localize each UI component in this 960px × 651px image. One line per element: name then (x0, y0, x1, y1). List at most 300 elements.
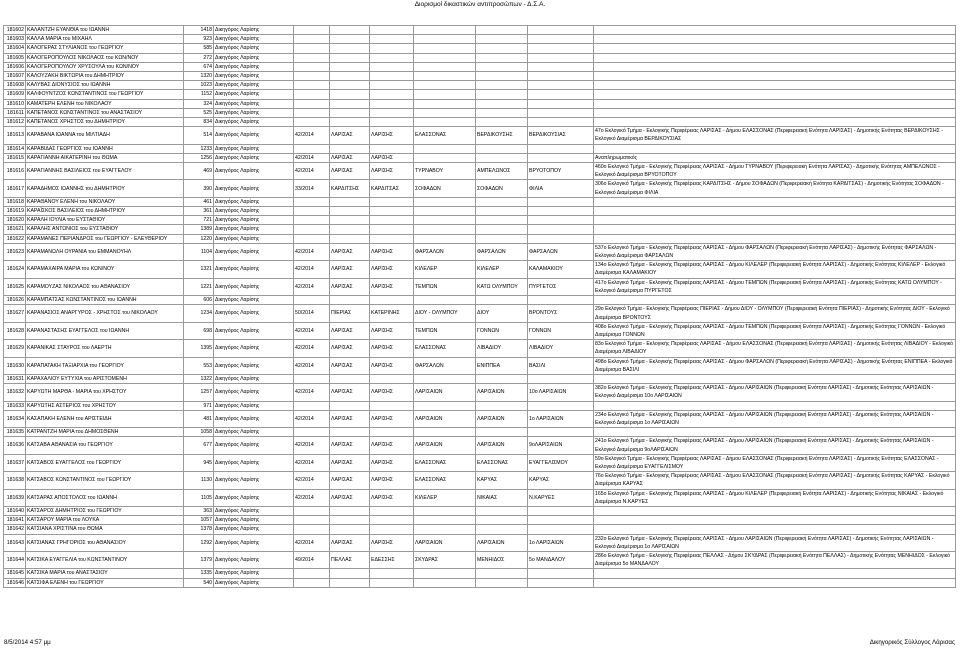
row-district (528, 374, 594, 383)
row-role: Δικηγόρος Λαρίσης (214, 243, 294, 260)
row-role: Δικηγόρος Λαρίσης (214, 127, 294, 144)
row-prefecture: ΛΑΡΙΣΗΣ (370, 243, 414, 260)
row-description (594, 35, 956, 44)
row-prefecture: ΛΑΡΙΣΗΣ (370, 384, 414, 401)
row-code: 1057 (184, 516, 214, 525)
row-region: ΛΑΡΙΣΑΣ (330, 489, 370, 506)
table-row (4, 534, 956, 551)
row-id: 181644 (4, 551, 26, 568)
table-row (4, 437, 956, 454)
row-description: Αναπληρωματικός (594, 153, 956, 162)
row-name: ΚΑΤΣΙΚΑ ΜΑΡΙΑ του ΑΝΑΣΤΑΣΙΟΥ (26, 569, 184, 578)
row-region (330, 506, 370, 515)
row-code: 1292 (184, 534, 214, 551)
row-name: ΚΑΤΣΙΑΝΑ ΧΡΙΣΤΙΝΑ του ΘΩΜΑ (26, 525, 184, 534)
row-region (330, 118, 370, 127)
row-municipality (414, 374, 476, 383)
row-prefecture: ΛΑΡΙΣΗΣ (370, 489, 414, 506)
row-name: ΚΑΛΛΑ ΜΑΡΙΑ του ΜΙΧΑΗΛ (26, 35, 184, 44)
row-period (294, 72, 330, 81)
row-prefecture (370, 35, 414, 44)
row-description: 134ο Εκλογικό Τμήμα - Εκλογικής Περιφέρειας ΛΑΡΙΣΑΣ - Δήμου ΚΙΛΕΛΕΡ (Περιφερειακή Ενότητα ΛΑΡΙΣΑΣ) - Δημοτικής Ενότητας ΚΙΛΕΛΕΡ - Εκλογικό Διαμέρισμα ΚΑΛΑΜΑΚΙΟΥ (594, 261, 956, 278)
row-code: 1234 (184, 305, 214, 322)
row-name: ΚΑΣΑΠΑΚΗ ΕΛΕΝΗ του ΑΡΙΣΤΕΙΔΗ (26, 410, 184, 427)
row-unit (476, 118, 528, 127)
row-description: 306ο Εκλογικό Τμήμα - Εκλογικής Περιφέρειας ΚΑΡΔΙΤΣΗΣ - Δήμου ΣΟΦΑΔΩΝ (Περιφερειακή Ενότητα ΚΑΡΔΙΤΣΑΣ) - Δημοτικής Ενότητας ΣΟΦΑΔΩΝ - Εκλογικό Διαμέρισμα ΦΙΛΙΑ (594, 180, 956, 197)
row-role: Δικηγόρος Λαρίσης (214, 53, 294, 62)
row-municipality (414, 44, 476, 53)
row-role: Δικηγόρος Λαρίσης (214, 489, 294, 506)
row-description (594, 578, 956, 587)
row-region: ΛΑΡΙΣΑΣ (330, 384, 370, 401)
row-role: Δικηγόρος Λαρίσης (214, 384, 294, 401)
row-code: 1130 (184, 472, 214, 489)
row-id: 181637 (4, 454, 26, 471)
row-code: 469 (184, 163, 214, 180)
row-unit (476, 207, 528, 216)
row-prefecture: ΛΑΡΙΣΗΣ (370, 340, 414, 357)
table-row (4, 384, 956, 401)
row-period: 42/2014 (294, 278, 330, 295)
row-id: 181625 (4, 278, 26, 295)
table-row (4, 340, 956, 357)
row-district: ΓΟΝΝΩΝ (528, 322, 594, 339)
row-role: Δικηγόρος Λαρίσης (214, 278, 294, 295)
row-code: 945 (184, 454, 214, 471)
row-code: 698 (184, 322, 214, 339)
row-id: 181642 (4, 525, 26, 534)
row-unit (476, 578, 528, 587)
row-unit (476, 35, 528, 44)
row-code: 1105 (184, 489, 214, 506)
table-row (4, 26, 956, 35)
page-title: Διορισμοί δικαστικών αντιπροσώπων - Δ.Σ.Α. (414, 1, 546, 8)
row-period (294, 401, 330, 410)
row-role: Δικηγόρος Λαρίσης (214, 225, 294, 234)
row-district (528, 207, 594, 216)
table-row (4, 144, 956, 153)
row-name: ΚΑΡΑΪΣΚΟΣ ΒΑΣΙΛΕΙΟΣ του ΔΗΜΗΤΡΙΟΥ (26, 207, 184, 216)
row-unit: ΚΑΤΩ ΟΛΥΜΠΟΥ (476, 278, 528, 295)
table-row (4, 261, 956, 278)
row-period (294, 516, 330, 525)
row-municipality (414, 35, 476, 44)
row-municipality (414, 153, 476, 162)
row-unit: ΕΛΑΣΣΟΝΑΣ (476, 454, 528, 471)
row-municipality (414, 296, 476, 305)
row-name: ΚΑΡΑΜΑΝΕΣ ΠΕΡΙΑΝΔΡΟΣ του ΓΕΩΡΓΙΟΥ - ΕΛΕΥΘΕΡΙΟΥ (26, 234, 184, 243)
row-role: Δικηγόρος Λαρίσης (214, 234, 294, 243)
row-period (294, 569, 330, 578)
row-municipality (414, 216, 476, 225)
row-code: 1233 (184, 144, 214, 153)
table-row (4, 234, 956, 243)
row-prefecture (370, 62, 414, 71)
row-region: ΛΑΡΙΣΑΣ (330, 454, 370, 471)
row-id: 181615 (4, 153, 26, 162)
row-region (330, 26, 370, 35)
row-region (330, 44, 370, 53)
row-description (594, 401, 956, 410)
row-district (528, 428, 594, 437)
row-district (528, 506, 594, 515)
row-name: ΚΑΤΣΙΑΝΑΣ ΓΡΗΓΟΡΙΟΣ του ΑΘΑΝΑΣΙΟΥ (26, 534, 184, 551)
row-id: 181609 (4, 90, 26, 99)
row-role: Δικηγόρος Λαρίσης (214, 35, 294, 44)
row-prefecture: ΛΑΡΙΣΗΣ (370, 127, 414, 144)
row-code: 461 (184, 197, 214, 206)
row-role: Δικηγόρος Λαρίσης (214, 401, 294, 410)
row-district: ΒΡΟΝΤΟΥΣ (528, 305, 594, 322)
row-district (528, 26, 594, 35)
row-prefecture (370, 525, 414, 534)
row-role: Δικηγόρος Λαρίσης (214, 216, 294, 225)
row-description: 498ο Εκλογικό Τμήμα - Εκλογικής Περιφέρειας ΛΑΡΙΣΑΣ - Δήμου ΦΑΡΣΑΛΩΝ (Περιφερειακή Ενότητα ΛΑΡΙΣΑΣ) - Δημοτικής Ενότητας ΕΝΙΠΠΕΑ - Εκλογικό Διαμέρισμα ΒΑΣΙΛΙ (594, 357, 956, 374)
row-id: 181614 (4, 144, 26, 153)
row-prefecture: ΛΑΡΙΣΗΣ (370, 153, 414, 162)
row-code: 674 (184, 62, 214, 71)
row-name: ΚΑΛΑΝΤΖΗ ΕΥΑΝΘΙΑ του ΙΩΑΝΝΗ (26, 26, 184, 35)
row-name: ΚΑΡΑΝΙΚΑΣ ΣΤΑΥΡΟΣ του ΛΑΕΡΤΗ (26, 340, 184, 357)
row-id: 181645 (4, 569, 26, 578)
row-region: ΛΑΡΙΣΑΣ (330, 410, 370, 427)
row-role: Δικηγόρος Λαρίσης (214, 534, 294, 551)
table-row (4, 72, 956, 81)
table-row (4, 118, 956, 127)
row-name: ΚΑΤΣΑΡΟΣ ΔΗΜΗΤΡΙΟΣ του ΓΕΩΡΓΙΟΥ (26, 506, 184, 515)
row-period (294, 428, 330, 437)
row-municipality: ΔΙΟΥ - ΟΛΥΜΠΟΥ (414, 305, 476, 322)
table-row (4, 525, 956, 534)
row-municipality: ΛΑΡΙΣΑΙΩΝ (414, 410, 476, 427)
row-role: Δικηγόρος Λαρίσης (214, 153, 294, 162)
row-region (330, 99, 370, 108)
row-name: ΚΑΛΟΓΕΡΑΣ ΣΤΥΛΙΑΝΟΣ του ΓΕΩΡΓΙΟΥ (26, 44, 184, 53)
row-period (294, 62, 330, 71)
row-municipality: ΛΑΡΙΣΑΙΩΝ (414, 437, 476, 454)
row-municipality (414, 525, 476, 534)
table-row (4, 35, 956, 44)
row-district (528, 90, 594, 99)
row-region: ΛΑΡΙΣΑΣ (330, 261, 370, 278)
row-prefecture (370, 207, 414, 216)
row-region (330, 90, 370, 99)
row-municipality: ΦΑΡΣΑΛΩΝ (414, 357, 476, 374)
row-municipality: ΤΕΜΠΩΝ (414, 278, 476, 295)
row-district: 1ο ΛΑΡΙΣΑΙΩΝ (528, 534, 594, 551)
row-period (294, 225, 330, 234)
row-district: ΚΑΡΥΑΣ (528, 472, 594, 489)
row-id: 181617 (4, 180, 26, 197)
row-name: ΚΑΤΣΙΦΑ ΕΛΕΝΗ του ΓΕΩΡΓΙΟΥ (26, 578, 184, 587)
row-prefecture (370, 44, 414, 53)
row-unit (476, 197, 528, 206)
row-period (294, 44, 330, 53)
row-role: Δικηγόρος Λαρίσης (214, 44, 294, 53)
row-period: 50/2014 (294, 305, 330, 322)
row-code: 1389 (184, 225, 214, 234)
row-name: ΚΑΡΥΩΤΗ ΜΑΡΘΑ - ΜΑΡΙΑ του ΧΡΗΣΤΟΥ (26, 384, 184, 401)
row-district (528, 569, 594, 578)
row-name: ΚΑΡΑΝΑΣΤΑΣΗΣ ΕΥΑΓΓΕΛΟΣ του ΙΩΑΝΝΗ (26, 322, 184, 339)
table-row (4, 401, 956, 410)
row-id: 181638 (4, 472, 26, 489)
row-unit (476, 516, 528, 525)
row-unit: ΛΙΒΑΔΙΟΥ (476, 340, 528, 357)
row-period: 42/2014 (294, 384, 330, 401)
row-municipality (414, 234, 476, 243)
row-id: 181619 (4, 207, 26, 216)
row-name: ΚΑΤΣΙΚΑ ΕΥΑΓΓΕΛΙΑ του ΚΩΝΣΤΑΝΤΙΝΟΥ (26, 551, 184, 568)
row-description (594, 506, 956, 515)
table-row (4, 243, 956, 260)
row-unit: ΔΙΟΥ (476, 305, 528, 322)
row-unit (476, 401, 528, 410)
row-district (528, 144, 594, 153)
row-unit: ΜΕΝΗΙΔΟΣ (476, 551, 528, 568)
row-description (594, 216, 956, 225)
row-code: 1023 (184, 81, 214, 90)
row-role: Δικηγόρος Λαρίσης (214, 472, 294, 489)
row-role: Δικηγόρος Λαρίσης (214, 62, 294, 71)
row-period (294, 108, 330, 117)
row-prefecture (370, 578, 414, 587)
table-row (4, 44, 956, 53)
row-prefecture (370, 234, 414, 243)
row-code: 1257 (184, 384, 214, 401)
row-municipality (414, 62, 476, 71)
row-description: 76ο Εκλογικό Τμήμα - Εκλογικής Περιφέρειας ΛΑΡΙΣΑΣ - Δήμου ΕΛΑΣΣΟΝΑΣ (Περιφερειακή Ενότητα ΛΑΡΙΣΑΣ) - Δημοτικής Ενότητας ΚΑΡΥΑΣ - Εκλογικό Διαμέρισμα ΚΑΡΥΑΣ (594, 472, 956, 489)
row-unit (476, 26, 528, 35)
row-district: ΒΡΥΟΤΟΠΟΥ (528, 163, 594, 180)
row-prefecture (370, 374, 414, 383)
row-prefecture (370, 516, 414, 525)
row-district: Ν.ΚΑΡΥΕΣ (528, 489, 594, 506)
row-code: 834 (184, 118, 214, 127)
row-code: 677 (184, 437, 214, 454)
row-id: 181613 (4, 127, 26, 144)
row-role: Δικηγόρος Λαρίσης (214, 296, 294, 305)
row-code: 481 (184, 410, 214, 427)
row-prefecture: ΛΑΡΙΣΗΣ (370, 322, 414, 339)
row-name: ΚΑΤΣΑΡΟΥ ΜΑΡΙΑ του ΛΟΥΚΑ (26, 516, 184, 525)
row-municipality (414, 99, 476, 108)
row-district (528, 35, 594, 44)
row-district (528, 216, 594, 225)
row-region: ΛΑΡΙΣΑΣ (330, 153, 370, 162)
row-name: ΚΑΛΟΓΕΡΟΠΟΥΛΟΣ ΝΙΚΟΛΑΟΣ του ΚΩΝ/ΝΟΥ (26, 53, 184, 62)
row-unit (476, 234, 528, 243)
row-period: 42/2014 (294, 454, 330, 471)
row-description (594, 118, 956, 127)
row-region: ΛΑΡΙΣΑΣ (330, 243, 370, 260)
row-prefecture (370, 108, 414, 117)
row-name: ΚΑΤΣΑΒΟΣ ΚΩΝΣΤΑΝΤΙΝΟΣ του ΓΕΩΡΓΙΟΥ (26, 472, 184, 489)
row-prefecture (370, 197, 414, 206)
row-district: ΦΙΛΙΑ (528, 180, 594, 197)
row-municipality: ΕΛΑΣΣΟΝΑΣ (414, 472, 476, 489)
row-region (330, 374, 370, 383)
row-unit (476, 153, 528, 162)
row-region (330, 216, 370, 225)
row-id: 181631 (4, 374, 26, 383)
row-unit: ΛΑΡΙΣΑΙΩΝ (476, 437, 528, 454)
table-row (4, 322, 956, 339)
row-district (528, 62, 594, 71)
row-id: 181621 (4, 225, 26, 234)
table-row (4, 489, 956, 506)
row-description: 232ο Εκλογικό Τμήμα - Εκλογικής Περιφέρειας ΛΑΡΙΣΑΣ - Δήμου ΛΑΡΙΣΑΙΩΝ (Περιφερειακή Ενότητα ΛΑΡΙΣΑΣ) - Δημοτικής Ενότητας ΛΑΡΙΣΑΙΩΝ - Εκλογικό Διαμέρισμα 1ο ΛΑΡΙΣΑΙΩΝ (594, 534, 956, 551)
row-period: 42/2014 (294, 163, 330, 180)
page-header (0, 0, 960, 12)
row-district: ΒΕΡΔΙΚΟΥΣΙΑΣ (528, 127, 594, 144)
row-role: Δικηγόρος Λαρίσης (214, 197, 294, 206)
row-description (594, 296, 956, 305)
row-code: 721 (184, 216, 214, 225)
row-unit: ΚΑΡΥΑΣ (476, 472, 528, 489)
row-district (528, 108, 594, 117)
row-name: ΚΑΛΟΓΕΡΟΠΟΥΛΟΥ ΧΡΥΣΟΥΛΑ του ΚΩΝ/ΝΟΥ (26, 62, 184, 71)
row-region (330, 569, 370, 578)
row-region (330, 53, 370, 62)
row-description (594, 569, 956, 578)
row-municipality (414, 569, 476, 578)
table-row (4, 53, 956, 62)
table-row (4, 216, 956, 225)
row-role: Δικηγόρος Λαρίσης (214, 357, 294, 374)
row-district: ΚΑΛΑΜΑΚΙΟΥ (528, 261, 594, 278)
row-id: 181639 (4, 489, 26, 506)
row-district: ΠΥΡΓΕΤΟΣ (528, 278, 594, 295)
row-municipality (414, 197, 476, 206)
row-region: ΛΑΡΙΣΑΣ (330, 163, 370, 180)
row-id: 181629 (4, 340, 26, 357)
row-region: ΛΑΡΙΣΑΣ (330, 340, 370, 357)
row-prefecture (370, 118, 414, 127)
row-description: 165ο Εκλογικό Τμήμα - Εκλογικής Περιφέρειας ΛΑΡΙΣΑΣ - Δήμου ΚΙΛΕΛΕΡ (Περιφερειακή Ενότητα ΛΑΡΙΣΑΣ) - Δημοτικής Ενότητας ΝΙΚΑΙΑΣ - Εκλογικό Διαμέρισμα Ν.ΚΑΡΥΕΣ (594, 489, 956, 506)
row-period (294, 197, 330, 206)
row-municipality (414, 578, 476, 587)
row-municipality: ΤΕΜΠΩΝ (414, 322, 476, 339)
row-period (294, 207, 330, 216)
row-code: 971 (184, 401, 214, 410)
row-region (330, 207, 370, 216)
row-role: Δικηγόρος Λαρίσης (214, 144, 294, 153)
table-row (4, 454, 956, 471)
row-role: Δικηγόρος Λαρίσης (214, 578, 294, 587)
row-region (330, 428, 370, 437)
row-id: 181641 (4, 516, 26, 525)
row-municipality (414, 53, 476, 62)
row-region (330, 225, 370, 234)
row-district: 9οΛΑΡΙΣΑΙΩΝ (528, 437, 594, 454)
row-role: Δικηγόρος Λαρίσης (214, 118, 294, 127)
row-prefecture (370, 53, 414, 62)
table-row (4, 99, 956, 108)
row-period (294, 26, 330, 35)
row-municipality (414, 26, 476, 35)
row-district (528, 53, 594, 62)
row-prefecture (370, 72, 414, 81)
row-period (294, 578, 330, 587)
row-code: 553 (184, 357, 214, 374)
table-row (4, 225, 956, 234)
row-role: Δικηγόρος Λαρίσης (214, 322, 294, 339)
row-role: Δικηγόρος Λαρίσης (214, 163, 294, 180)
row-name: ΚΑΤΣΑΒΑ ΑΘΑΝΑΣΙΑ του ΓΕΩΡΓΙΟΥ (26, 437, 184, 454)
row-name: ΚΑΛΥΒΑΣ ΔΙΟΝΥΣΙΟΣ του ΙΩΑΝΝΗ (26, 81, 184, 90)
row-district (528, 401, 594, 410)
row-description (594, 53, 956, 62)
row-id: 181618 (4, 197, 26, 206)
row-prefecture (370, 401, 414, 410)
row-description (594, 108, 956, 117)
row-prefecture (370, 90, 414, 99)
row-description (594, 428, 956, 437)
row-prefecture: ΛΑΡΙΣΗΣ (370, 163, 414, 180)
row-name: ΚΑΡΥΩΤΗΣ ΑΣΤΕΡΙΟΣ του ΧΡΗΣΤΟΥ (26, 401, 184, 410)
table-row (4, 81, 956, 90)
row-code: 390 (184, 180, 214, 197)
row-period: 42/2014 (294, 410, 330, 427)
row-period (294, 216, 330, 225)
row-name: ΚΑΡΑΝΑΣΙΟΣ ΑΝΑΡΓΥΡΟΣ - ΧΡΗΣΤΟΣ του ΝΙΚΟΛΑΟΥ (26, 305, 184, 322)
row-name: ΚΑΡΑΠΑΤΑΚΗ ΤΑΞΙΑΡΧΙΑ του ΓΕΩΡΓΙΟΥ (26, 357, 184, 374)
table-row (4, 551, 956, 568)
row-name: ΚΑΡΑΓΙΑΝΝΗ ΑΙΚΑΤΕΡΙΝΗ του ΘΩΜΑ (26, 153, 184, 162)
row-period (294, 506, 330, 515)
row-prefecture: ΛΑΡΙΣΗΣ (370, 534, 414, 551)
row-code: 525 (184, 108, 214, 117)
row-district (528, 99, 594, 108)
table-row (4, 163, 956, 180)
row-district (528, 72, 594, 81)
row-municipality: ΣΚΥΔΡΑΣ (414, 551, 476, 568)
row-code: 923 (184, 35, 214, 44)
row-code: 1221 (184, 278, 214, 295)
row-code: 361 (184, 207, 214, 216)
row-role: Δικηγόρος Λαρίσης (214, 26, 294, 35)
table-row (4, 180, 956, 197)
row-region (330, 401, 370, 410)
row-description: 382ο Εκλογικό Τμήμα - Εκλογικής Περιφέρειας ΛΑΡΙΣΑΣ - Δήμου ΛΑΡΙΣΑΙΩΝ (Περιφερειακή Ενότητα ΛΑΡΙΣΑΣ) - Δημοτικής Ενότητας ΛΑΡΙΣΑΙΩΝ - Εκλογικό Διαμέρισμα 10ο ΛΑΡΙΣΑΙΩΝ (594, 384, 956, 401)
row-region (330, 516, 370, 525)
table-row (4, 506, 956, 515)
table-row (4, 410, 956, 427)
row-name: ΚΑΤΣΑΒΟΣ ΕΥΑΓΓΕΛΟΣ του ΓΕΩΡΓΙΟΥ (26, 454, 184, 471)
row-period (294, 99, 330, 108)
table-row (4, 90, 956, 99)
row-prefecture: ΕΔΕΣΣΗΣ (370, 551, 414, 568)
row-region (330, 234, 370, 243)
row-region (330, 197, 370, 206)
row-prefecture: ΛΑΡΙΣΗΣ (370, 472, 414, 489)
row-name: ΚΑΡΑΔΗΜΟΣ ΙΩΑΝΝΗΣ του ΔΗΜΗΤΡΙΟΥ (26, 180, 184, 197)
row-unit (476, 99, 528, 108)
row-unit (476, 506, 528, 515)
row-role: Δικηγόρος Λαρίσης (214, 180, 294, 197)
row-region (330, 296, 370, 305)
row-region (330, 35, 370, 44)
row-period (294, 35, 330, 44)
row-description (594, 90, 956, 99)
row-id: 181636 (4, 437, 26, 454)
row-name: ΚΑΡΑΒΑΝΑ ΙΩΑΝΝΑ του ΜΙΛΤΙΑΔΗ (26, 127, 184, 144)
row-description: 408ο Εκλογικό Τμήμα - Εκλογικής Περιφέρειας ΛΑΡΙΣΑΣ - Δήμου ΤΕΜΠΩΝ (Περιφερειακή Ενότητα ΛΑΡΙΣΑΣ) - Δημοτικής Ενότητας ΓΟΝΝΩΝ - Εκλογικό Διαμέρισμα ΓΟΝΝΩΝ (594, 322, 956, 339)
row-unit (476, 62, 528, 71)
row-code: 540 (184, 578, 214, 587)
row-prefecture: ΛΑΡΙΣΗΣ (370, 410, 414, 427)
